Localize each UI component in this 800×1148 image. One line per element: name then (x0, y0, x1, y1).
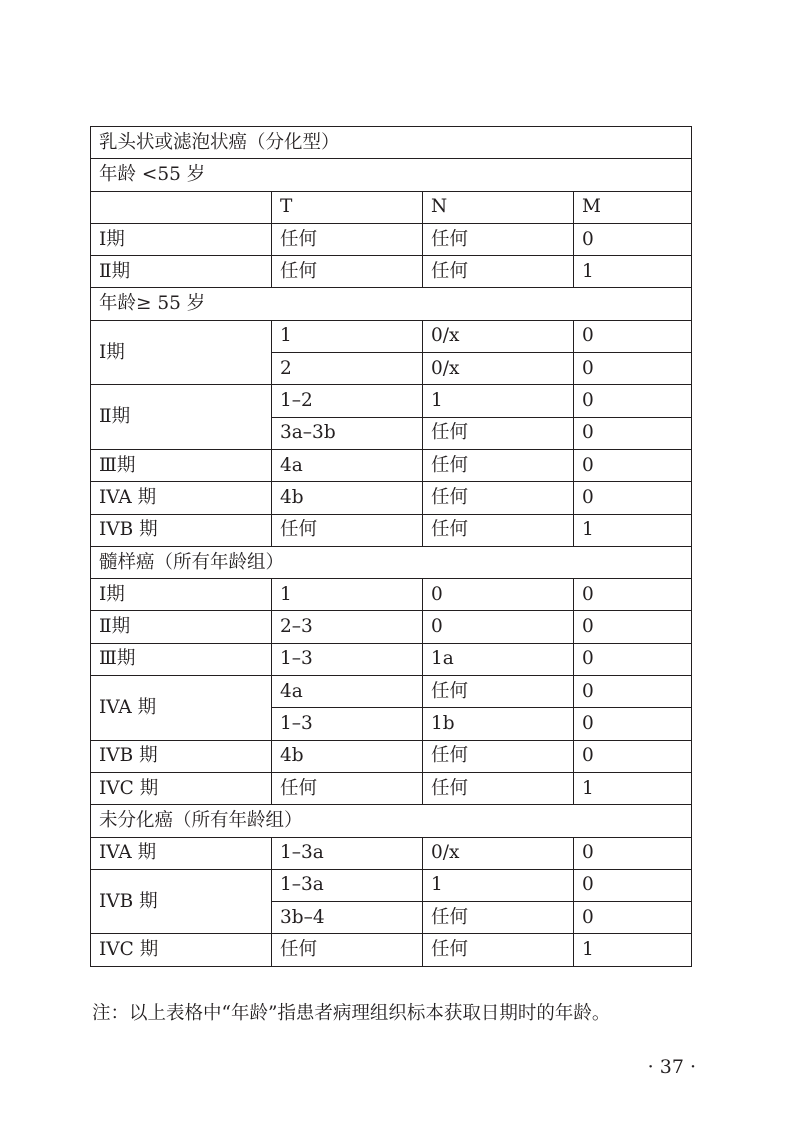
stage-label: IVA 期 (91, 837, 272, 869)
t-value: 任何 (272, 223, 423, 255)
page-number: · 37 · (647, 1056, 696, 1078)
stage-label: IVC 期 (91, 772, 272, 804)
m-value: 0 (574, 837, 692, 869)
stage-label: Ⅰ期 (91, 579, 272, 611)
m-value: 0 (574, 320, 692, 352)
section-title: 髓样癌（所有年龄组） (91, 546, 692, 578)
stage-row (91, 740, 692, 772)
subsection-row (91, 288, 692, 320)
m-value: 0 (574, 902, 692, 934)
stage-row (91, 320, 692, 352)
m-value: 1 (574, 256, 692, 288)
m-value: 0 (574, 676, 692, 708)
stage-label: IVB 期 (91, 740, 272, 772)
n-value: 任何 (423, 514, 574, 546)
stage-label: IVB 期 (91, 514, 272, 546)
stage-label: Ⅰ期 (91, 320, 272, 385)
table-footnote: 注：以上表格中“年龄”指患者病理组织标本获取日期时的年龄。 (92, 1003, 611, 1024)
stage-row (91, 643, 692, 675)
n-value: 任何 (423, 740, 574, 772)
m-value: 0 (574, 223, 692, 255)
t-value: 3b–4 (272, 902, 423, 934)
stage-row (91, 934, 692, 966)
stage-label: Ⅱ期 (91, 385, 272, 450)
n-value: 任何 (423, 223, 574, 255)
m-value: 0 (574, 740, 692, 772)
stage-row (91, 256, 692, 288)
header-t: T (272, 191, 423, 223)
t-value: 1 (272, 320, 423, 352)
t-value: 1–2 (272, 385, 423, 417)
stage-row (91, 385, 692, 417)
n-value: 1 (423, 385, 574, 417)
t-value: 1–3 (272, 708, 423, 740)
t-value: 2–3 (272, 611, 423, 643)
t-value: 任何 (272, 256, 423, 288)
t-value: 4a (272, 676, 423, 708)
t-value: 4a (272, 449, 423, 481)
header-row (91, 191, 692, 223)
stage-row (91, 482, 692, 514)
section-row (91, 805, 692, 837)
staging-table (90, 126, 692, 967)
stage-label: IVA 期 (91, 482, 272, 514)
header-m: M (574, 191, 692, 223)
t-value: 2 (272, 353, 423, 385)
n-value: 任何 (423, 902, 574, 934)
n-value: 任何 (423, 256, 574, 288)
n-value: 任何 (423, 417, 574, 449)
n-value: 0 (423, 579, 574, 611)
n-value: 任何 (423, 449, 574, 481)
n-value: 1a (423, 643, 574, 675)
n-value: 0/x (423, 837, 574, 869)
m-value: 0 (574, 708, 692, 740)
n-value: 1b (423, 708, 574, 740)
stage-row (91, 772, 692, 804)
stage-row (91, 514, 692, 546)
m-value: 1 (574, 514, 692, 546)
m-value: 0 (574, 869, 692, 901)
t-value: 任何 (272, 772, 423, 804)
t-value: 4b (272, 740, 423, 772)
m-value: 0 (574, 353, 692, 385)
stage-row (91, 223, 692, 255)
staging-table-body (91, 127, 692, 967)
stage-label: IVC 期 (91, 934, 272, 966)
stage-label: Ⅱ期 (91, 256, 272, 288)
stage-row (91, 676, 692, 708)
subsection-title: 年龄 <55 岁 (91, 159, 692, 191)
n-value: 1 (423, 869, 574, 901)
m-value: 0 (574, 643, 692, 675)
stage-label: IVB 期 (91, 869, 272, 934)
t-value: 1–3 (272, 643, 423, 675)
header-n: N (423, 191, 574, 223)
stage-label: Ⅰ期 (91, 223, 272, 255)
stage-label: IVA 期 (91, 676, 272, 741)
stage-label: Ⅲ期 (91, 449, 272, 481)
t-value: 1 (272, 579, 423, 611)
subsection-row (91, 159, 692, 191)
t-value: 任何 (272, 934, 423, 966)
section-row (91, 546, 692, 578)
n-value: 0/x (423, 320, 574, 352)
section-title: 未分化癌（所有年龄组） (91, 805, 692, 837)
n-value: 0 (423, 611, 574, 643)
stage-row (91, 869, 692, 901)
m-value: 0 (574, 611, 692, 643)
n-value: 任何 (423, 772, 574, 804)
m-value: 1 (574, 772, 692, 804)
stage-label: Ⅲ期 (91, 643, 272, 675)
n-value: 0/x (423, 353, 574, 385)
stage-row (91, 611, 692, 643)
header-stage (91, 191, 272, 223)
m-value: 0 (574, 482, 692, 514)
t-value: 4b (272, 482, 423, 514)
stage-row (91, 449, 692, 481)
subsection-title: 年龄≥ 55 岁 (91, 288, 692, 320)
section-row (91, 127, 692, 159)
m-value: 1 (574, 934, 692, 966)
section-title: 乳头状或滤泡状癌（分化型） (91, 127, 692, 159)
m-value: 0 (574, 449, 692, 481)
m-value: 0 (574, 417, 692, 449)
m-value: 0 (574, 579, 692, 611)
n-value: 任何 (423, 676, 574, 708)
n-value: 任何 (423, 934, 574, 966)
stage-row (91, 837, 692, 869)
t-value: 1–3a (272, 869, 423, 901)
t-value: 任何 (272, 514, 423, 546)
t-value: 1–3a (272, 837, 423, 869)
stage-row (91, 579, 692, 611)
m-value: 0 (574, 385, 692, 417)
t-value: 3a–3b (272, 417, 423, 449)
stage-label: Ⅱ期 (91, 611, 272, 643)
n-value: 任何 (423, 482, 574, 514)
